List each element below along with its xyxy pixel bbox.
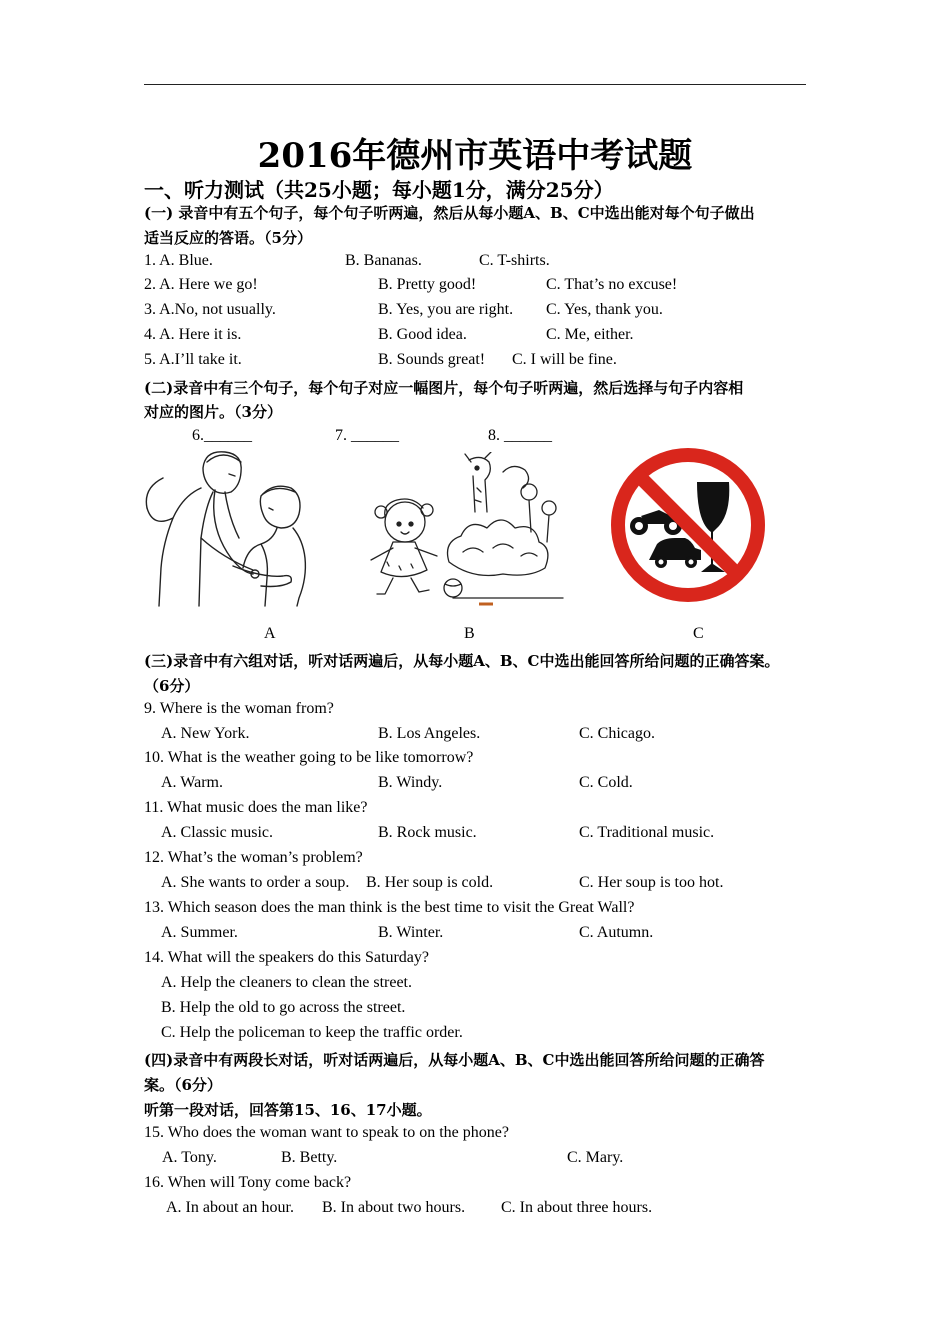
q10-option-b: B. Windy. [378, 774, 443, 791]
q16-option-a: A. In about an hour. [166, 1199, 294, 1216]
q13-option-c: C. Autumn. [579, 924, 654, 941]
picture-label-b: B [464, 625, 475, 642]
q11-option-a: A. Classic music. [161, 824, 273, 841]
q15-question: 15. Who does the woman want to speak to on the phone? [144, 1124, 509, 1141]
q14-option-c: C. Help the policeman to keep the traffic order. [161, 1024, 463, 1041]
sec3-instruction-2: （6分） [144, 677, 200, 695]
picture-label-a: A [264, 625, 276, 642]
q14-question: 14. What will the speakers do this Saturday? [144, 949, 429, 966]
q12-option-c: C. Her soup is too hot. [579, 874, 724, 891]
q12-option-a: A. She wants to order a soup. [161, 874, 350, 891]
q1-option-b: B. Bananas. [345, 252, 422, 269]
q9-option-a: A. New York. [161, 725, 250, 742]
q16-question: 16. When will Tony come back? [144, 1174, 352, 1191]
q2-option-c: C. That’s no excuse! [546, 276, 678, 293]
q3-option-c: C. Yes, thank you. [546, 301, 663, 318]
section-heading: 一、听力测试（共25小题；每小题1分，满分25分） [144, 178, 614, 202]
q15-option-c: C. Mary. [567, 1149, 624, 1166]
q5-option-b: B. Sounds great! [378, 351, 486, 368]
answer-blank-8: 8. ______ [488, 427, 552, 444]
sec1-instruction-2: 适当反应的答语。（5分） [144, 229, 312, 247]
q1-option-a: 1. A. Blue. [144, 252, 213, 269]
q1-option-c: C. T-shirts. [479, 252, 550, 269]
q3-option-a: 3. A.No, not usually. [144, 301, 276, 318]
q10-option-c: C. Cold. [579, 774, 633, 791]
sec1-instruction-1: (一) 录音中有五个句子，每个句子听两遍，然后从每小题A、B、C中选出能对每个句子做出 [144, 204, 755, 222]
q10-option-a: A. Warm. [161, 774, 223, 791]
header-rule [144, 84, 806, 85]
sec4-subinstruction: 听第一段对话，回答第15、16、17小题。 [144, 1101, 432, 1119]
q11-option-b: B. Rock music. [378, 824, 477, 841]
sec4-instruction-2: 案。（6分） [144, 1076, 222, 1094]
q4-option-b: B. Good idea. [378, 326, 467, 343]
q10-question: 10. What is the weather going to be like tomorrow? [144, 749, 474, 766]
q13-option-a: A. Summer. [161, 924, 238, 941]
answer-blank-7: 7. ______ [335, 427, 399, 444]
q5-option-a: 5. A.I’ll take it. [144, 351, 242, 368]
sec2-instruction-2: 对应的图片。（3分） [144, 403, 282, 421]
q11-question: 11. What music does the man like? [144, 799, 368, 816]
q9-question: 9. Where is the woman from? [144, 700, 334, 717]
q4-option-a: 4. A. Here it is. [144, 326, 242, 343]
q9-option-c: C. Chicago. [579, 725, 655, 742]
q3-option-b: B. Yes, you are right. [378, 301, 514, 318]
q14-option-a: A. Help the cleaners to clean the street. [161, 974, 412, 991]
girl-playing-in-garden-illustration [353, 452, 568, 608]
q15-option-b: B. Betty. [281, 1149, 338, 1166]
q2-option-b: B. Pretty good! [378, 276, 477, 293]
q2-option-a: 2. A. Here we go! [144, 276, 258, 293]
answer-blank-6: 6.______ [192, 427, 252, 444]
q16-option-b: B. In about two hours. [322, 1199, 466, 1216]
doctor-examining-child-illustration [143, 448, 313, 608]
q12-option-b: B. Her soup is cold. [366, 874, 494, 891]
q13-question: 13. Which season does the man think is the best time to visit the Great Wall? [144, 899, 635, 916]
sec3-instruction-1: (三)录音中有六组对话，听对话两遍后，从每小题A、B、C中选出能回答所给问题的正确答案。 [144, 652, 780, 670]
sec4-instruction-1: (四)录音中有两段长对话，听对话两遍后，从每小题A、B、C中选出能回答所给问题的正确答 [144, 1051, 765, 1069]
q16-option-c: C. In about three hours. [501, 1199, 653, 1216]
q12-question: 12. What’s the woman’s problem? [144, 849, 363, 866]
q11-option-c: C. Traditional music. [579, 824, 715, 841]
q4-option-c: C. Me, either. [546, 326, 634, 343]
no-drink-driving-sign-icon [609, 446, 767, 604]
page-title: 2016年德州市英语中考试题 [257, 136, 693, 176]
q13-option-b: B. Winter. [378, 924, 444, 941]
q15-option-a: A. Tony. [162, 1149, 217, 1166]
picture-label-c: C [693, 625, 704, 642]
q5-option-c: C. I will be fine. [512, 351, 617, 368]
q9-option-b: B. Los Angeles. [378, 725, 481, 742]
q14-option-b: B. Help the old to go across the street. [161, 999, 406, 1016]
sec2-instruction-1: (二)录音中有三个句子，每个句子对应一幅图片，每个句子听两遍，然后选择与句子内容相 [144, 379, 744, 397]
